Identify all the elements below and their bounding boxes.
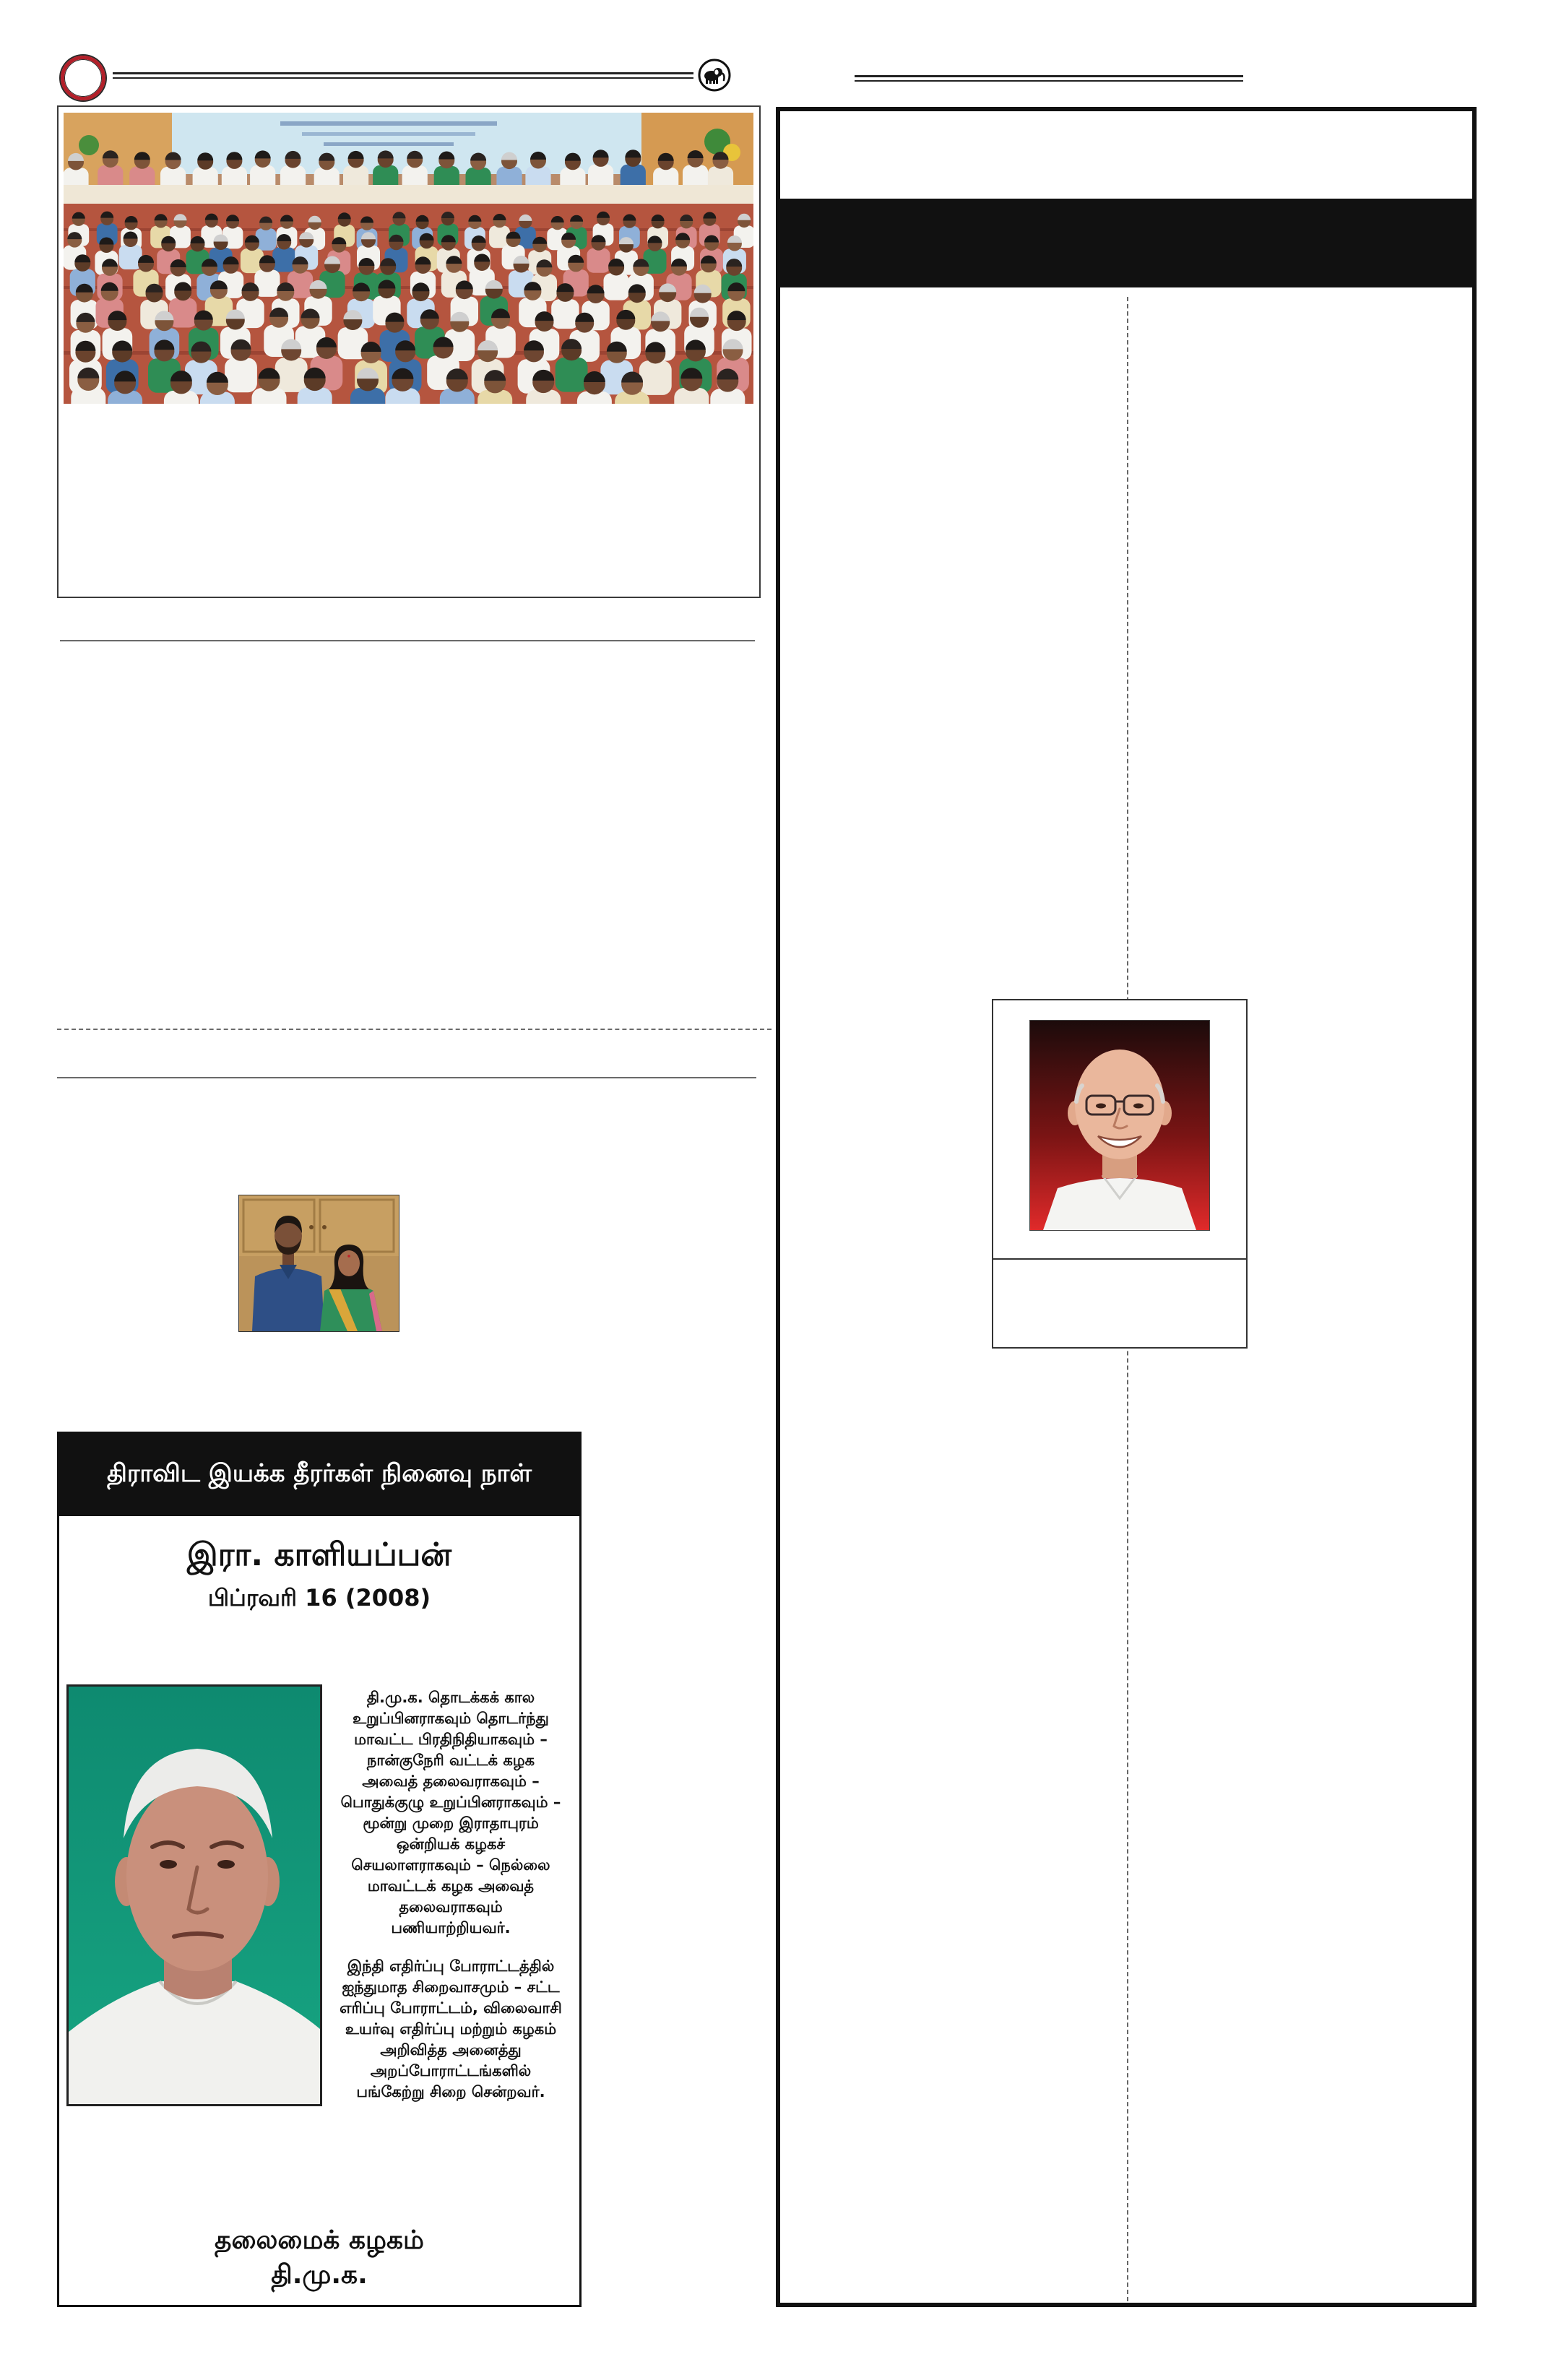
biography-line: பங்கேற்று சிறை சென்றவர். bbox=[356, 2083, 545, 2100]
event-photo bbox=[64, 113, 753, 404]
page-marker-circle bbox=[61, 56, 105, 100]
memorial-portrait-graphic bbox=[69, 1687, 320, 2104]
biography-line: நான்குநேரி வட்டக் கழக bbox=[366, 1752, 535, 1769]
crowd-figure-body bbox=[275, 358, 308, 392]
signature-line: தலைமைக் கழகம் bbox=[215, 2225, 424, 2255]
audience bbox=[64, 212, 753, 404]
memorial-signature bbox=[59, 2223, 579, 2293]
crowd-figure-body bbox=[604, 273, 629, 300]
crowd-figure-body bbox=[587, 248, 610, 273]
biography-line: பொதுக்குழு உறுப்பினராகவும் – bbox=[340, 1793, 561, 1811]
elephant-icon bbox=[697, 58, 732, 92]
masthead-rule-right bbox=[855, 75, 1243, 82]
banner-stripe bbox=[302, 132, 475, 136]
biography-line: அவைத் தலைவராகவும் – bbox=[362, 1773, 540, 1790]
crowd-figure-body bbox=[272, 248, 295, 272]
crowd-figure-body bbox=[556, 358, 588, 392]
biography-line: தலைவராகவும் bbox=[399, 1898, 503, 1916]
elephant-leg bbox=[713, 79, 715, 84]
portrait-shirt bbox=[1043, 1178, 1196, 1230]
biography-line: மாவட்ட பிரதிநிதியாகவும் – bbox=[354, 1731, 548, 1748]
stage-table bbox=[64, 185, 753, 204]
biography-line: தி.மு.க. தொடக்கக் கால bbox=[366, 1689, 535, 1706]
column-rule-dashed bbox=[57, 1029, 772, 1030]
event-photo-frame bbox=[57, 105, 761, 598]
column-rule bbox=[60, 640, 755, 641]
elephant-leg bbox=[706, 79, 708, 84]
biography-line: ஐந்துமாத சிறைவாசமும் – சட்ட bbox=[342, 1978, 560, 1996]
flower-arrangement bbox=[79, 135, 99, 155]
couple-photo-graphic bbox=[239, 1195, 399, 1331]
right-column-box bbox=[776, 107, 1477, 2307]
cabinet-handle bbox=[322, 1225, 327, 1229]
crowd-figure-body bbox=[551, 299, 579, 329]
woman-face bbox=[338, 1250, 360, 1276]
signature-line: தி.மு.க. bbox=[271, 2260, 368, 2290]
biography-line: இந்தி எதிர்ப்பு போராட்டத்தில் bbox=[347, 1957, 555, 1975]
biography-line: மூன்று முறை இராதாபுரம் bbox=[363, 1814, 539, 1832]
biography-line: உயர்வு எதிர்ப்பு மற்றும் கழகம் bbox=[345, 2020, 557, 2038]
elephant-leg bbox=[709, 79, 712, 84]
biography-line: அறப்போராட்டங்களில் bbox=[370, 2062, 532, 2080]
portrait-photo-graphic bbox=[1030, 1021, 1209, 1230]
crowd-figure-body bbox=[639, 360, 672, 395]
biography-line: மாவட்டக் கழக அவைத் bbox=[367, 1877, 535, 1895]
memorial-portrait bbox=[66, 1684, 322, 2106]
masthead-rule-left bbox=[113, 72, 693, 79]
crowd-figure-body bbox=[225, 358, 257, 393]
portrait-eye bbox=[1133, 1104, 1144, 1109]
memorial-header: திராவிட இயக்க தீரர்கள் நினைவு நாள் bbox=[59, 1434, 579, 1516]
portrait-eye bbox=[1096, 1104, 1106, 1109]
cabinet-handle bbox=[309, 1225, 314, 1229]
headline-band bbox=[780, 199, 1472, 287]
elephant-leg bbox=[716, 78, 718, 84]
elephant-ear bbox=[714, 69, 718, 74]
biography-line: அறிவித்த அனைத்து bbox=[380, 2041, 522, 2059]
portrait-box bbox=[992, 999, 1248, 1349]
banner-stripe bbox=[280, 121, 497, 126]
biography-line: செயலாளராகவும் – நெல்லை bbox=[351, 1856, 550, 1874]
memorial-notice bbox=[57, 1432, 582, 2307]
portrait-eye bbox=[160, 1860, 177, 1869]
memorial-date: பிப்ரவரி 16 (2008) bbox=[207, 1584, 431, 1611]
portrait-caption-divider bbox=[993, 1258, 1246, 1260]
woman-bindi bbox=[347, 1255, 350, 1258]
column-rule bbox=[57, 1077, 756, 1078]
biography-line: எரிப்பு போராட்டம், விலைவாசி bbox=[340, 1999, 562, 2017]
memorial-biography bbox=[332, 1687, 570, 2103]
biography-line: பணியாற்றியவர். bbox=[391, 1919, 511, 1937]
memorial-name: இரா. காளியப்பன் bbox=[186, 1536, 452, 1573]
portrait-photo bbox=[1029, 1020, 1210, 1231]
biography-line: ஒன்றியக் கழகச் bbox=[396, 1835, 506, 1853]
biography-line: உறுப்பினராகவும் தொடர்ந்து bbox=[353, 1710, 549, 1727]
elephant-icon-graphic bbox=[697, 58, 732, 92]
portrait-eye bbox=[217, 1860, 235, 1869]
banner-stripe bbox=[324, 142, 454, 146]
couple-photo bbox=[238, 1195, 399, 1332]
